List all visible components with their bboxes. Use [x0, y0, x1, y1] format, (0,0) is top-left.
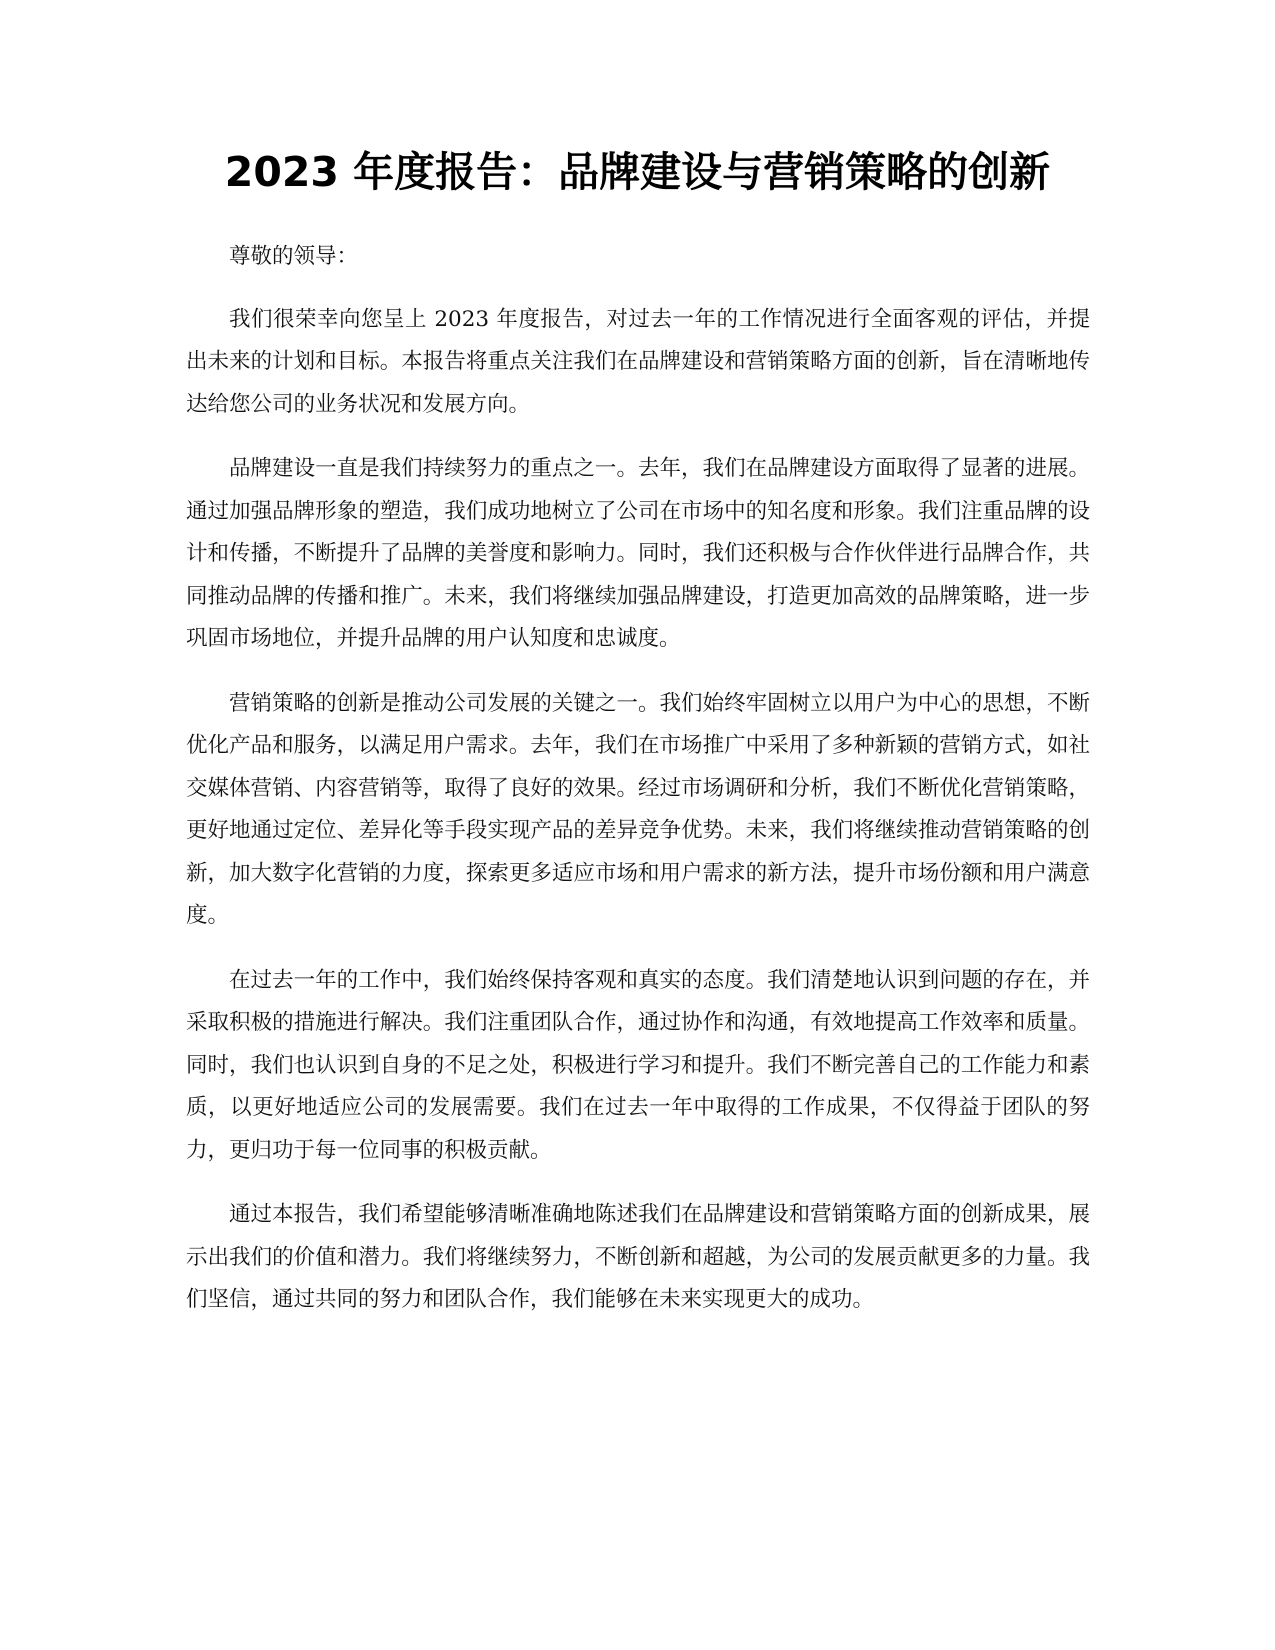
salutation: 尊敬的领导：: [229, 244, 359, 269]
document-body: [186, 236, 1090, 1344]
paragraph-brand-building: 品牌建设一直是我们持续努力的重点之一。去年，我们在品牌建设方面取得了显著的进展。通过加强品牌形象的塑造，我们成功地树立了公司在市场中的知名度和形象。我们注重品牌的设计和传播，不断提升了品牌的美誉度和影响力。同时，我们还积极与合作伙伴进行品牌合作，共同推动品牌的传播和推广。未来，我们将继续加强品牌建设，打造更加高效的品牌策略，进一步巩固市场地位，并提升品牌的用户认知度和忠诚度。: [186, 456, 1090, 651]
paragraph-marketing-strategy: 营销策略的创新是推动公司发展的关键之一。我们始终牢固树立以用户为中心的思想，不断优化产品和服务，以满足用户需求。去年，我们在市场推广中采用了多种新颖的营销方式，如社交媒体营销、内容营销等，取得了良好的效果。经过市场调研和分析，我们不断优化营销策略，更好地通过定位、差异化等手段实现产品的差异竞争优势。未来，我们将继续推动营销策略的创新，加大数字化营销的力度，探索更多适应市场和用户需求的新方法，提升市场份额和用户满意度。: [186, 690, 1090, 928]
paragraph-intro: 我们很荣幸向您呈上 2023 年度报告，对过去一年的工作情况进行全面客观的评估，并提出未来的计划和目标。本报告将重点关注我们在品牌建设和营销策略方面的创新，旨在清晰地传达给您公司的业务状况和发展方向。: [186, 306, 1090, 417]
paragraph-work-attitude: 在过去一年的工作中，我们始终保持客观和真实的态度。我们清楚地认识到问题的存在，并采取积极的措施进行解决。我们注重团队合作，通过协作和沟通，有效地提高工作效率和质量。同时，我们也认识到自身的不足之处，积极进行学习和提升。我们不断完善自己的工作能力和素质，以更好地适应公司的发展需要。我们在过去一年中取得的工作成果，不仅得益于团队的努力，更归功于每一位同事的积极贡献。: [186, 967, 1090, 1163]
paragraph-conclusion: 通过本报告，我们希望能够清晰准确地陈述我们在品牌建设和营销策略方面的创新成果，展示出我们的价值和潜力。我们将继续努力，不断创新和超越，为公司的发展贡献更多的力量。我们坚信，通过共同的努力和团队合作，我们能够在未来实现更大的成功。: [186, 1202, 1090, 1312]
document-title: 2023 年度报告：品牌建设与营销策略的创新: [224, 148, 1051, 196]
